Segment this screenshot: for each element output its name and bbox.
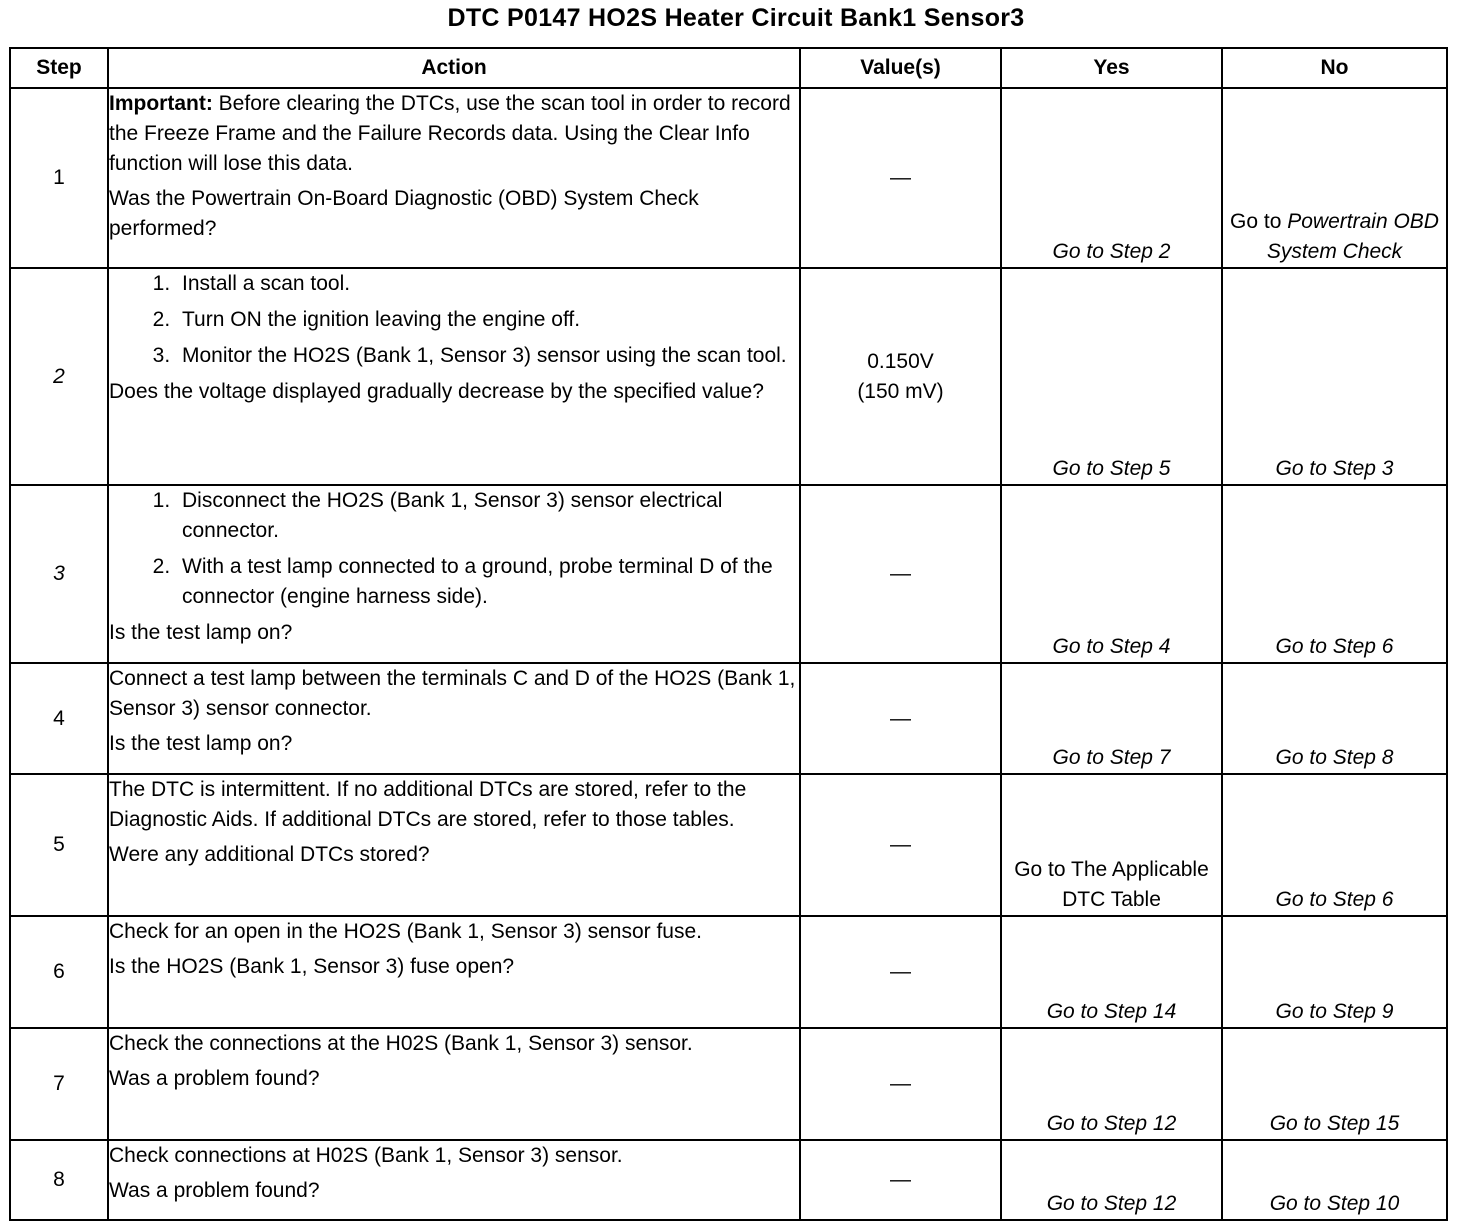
action-step: 1. Install a scan tool. (176, 269, 799, 299)
no-cell (1222, 1140, 1447, 1220)
no-cell (1222, 485, 1447, 663)
yes-cell (1001, 663, 1222, 774)
table-row (10, 1028, 1447, 1140)
action-question: Is the test lamp on? (109, 621, 293, 644)
action-cell (108, 774, 800, 916)
step-number: 1 (10, 88, 108, 268)
yes-link[interactable]: Go to Step 7 (1052, 746, 1171, 769)
no-link[interactable]: Go to Step 9 (1275, 1000, 1394, 1023)
action-text: Connect a test lamp between the terminals C and D of the HO2S (Bank 1, Sensor 3) sensor connector. (109, 667, 796, 720)
action-step: 2. Turn ON the ignition leaving the engine off. (176, 305, 799, 335)
header-yes: Yes (1001, 48, 1222, 88)
action-question: Is the test lamp on? (109, 732, 293, 755)
yes-cell (1001, 774, 1222, 916)
action-steps (109, 269, 799, 371)
page-title: DTC P0147 HO2S Heater Circuit Bank1 Sensor3 (447, 4, 1025, 32)
value-cell: — (800, 88, 1001, 268)
action-steps (109, 486, 799, 612)
value-cell: — (800, 774, 1001, 916)
no-cell (1222, 88, 1447, 268)
action-step: 3. Monitor the HO2S (Bank 1, Sensor 3) sensor using the scan tool. (176, 341, 799, 371)
action-cell (108, 1140, 800, 1220)
action-text: Check for an open in the HO2S (Bank 1, Sensor 3) sensor fuse. (109, 920, 702, 943)
yes-link[interactable]: Go to Step 14 (1046, 1000, 1177, 1023)
action-question: Was a problem found? (109, 1179, 320, 1202)
step-number: 4 (10, 663, 108, 774)
yes-link[interactable]: Go to Step 4 (1052, 635, 1171, 658)
value-cell: — (800, 1028, 1001, 1140)
no-link[interactable]: Powertrain OBD System Check (1266, 210, 1439, 263)
no-link[interactable]: Go to Step 10 (1269, 1192, 1400, 1215)
table-header-row (10, 48, 1447, 88)
yes-link[interactable]: Go to Step 2 (1052, 240, 1171, 263)
step-number: 8 (10, 1140, 108, 1220)
action-question: Were any additional DTCs stored? (109, 843, 430, 866)
table-row (10, 916, 1447, 1028)
value-cell (800, 268, 1001, 485)
action-text: The DTC is intermittent. If no additional DTCs are stored, refer to the Diagnostic Aids. If additional DTCs are stored, refer to those tables. (109, 778, 747, 831)
yes-link[interactable]: Go to Step 12 (1046, 1112, 1177, 1135)
no-cell (1222, 1028, 1447, 1140)
action-cell (108, 485, 800, 663)
value-cell: — (800, 485, 1001, 663)
yes-cell (1001, 485, 1222, 663)
yes-link[interactable]: Go to Step 5 (1052, 457, 1171, 480)
yes-link[interactable]: Go to The Applicable DTC Table (1014, 858, 1209, 911)
step-number: 7 (10, 1028, 108, 1140)
header-action: Action (108, 48, 800, 88)
table-row (10, 1140, 1447, 1220)
header-no: No (1222, 48, 1447, 88)
action-cell (108, 916, 800, 1028)
step-number: 3 (10, 485, 108, 663)
yes-cell (1001, 268, 1222, 485)
yes-cell (1001, 1028, 1222, 1140)
action-cell (108, 663, 800, 774)
value-line: (150 mV) (857, 379, 944, 403)
yes-link[interactable]: Go to Step 12 (1046, 1192, 1177, 1215)
value-cell: — (800, 916, 1001, 1028)
action-text (109, 89, 799, 179)
no-cell (1222, 268, 1447, 485)
important-text: Before clearing the DTCs, use the scan tool in order to record the Freeze Frame and the Failure Records data. Using the Clear Info function will lose this data. (109, 92, 791, 175)
step-number: 2 (10, 268, 108, 485)
no-link[interactable]: Go to Step 15 (1269, 1112, 1400, 1135)
action-text: Check connections at H02S (Bank 1, Sensor 3) sensor. (109, 1144, 623, 1167)
action-question: Was the Powertrain On-Board Diagnostic (OBD) System Check performed? (109, 187, 699, 240)
table-row (10, 774, 1447, 916)
step-number: 6 (10, 916, 108, 1028)
action-question: Is the HO2S (Bank 1, Sensor 3) fuse open? (109, 955, 515, 978)
value-cell: — (800, 663, 1001, 774)
no-cell (1222, 916, 1447, 1028)
no-link[interactable]: Go to Step 8 (1275, 746, 1394, 769)
value-cell: — (800, 1140, 1001, 1220)
no-link[interactable]: Go to Step 3 (1275, 457, 1394, 480)
no-cell (1222, 663, 1447, 774)
action-step: 2. With a test lamp connected to a ground, probe terminal D of the connector (engine harness side). (176, 552, 799, 612)
table-row (10, 268, 1447, 485)
yes-cell (1001, 88, 1222, 268)
no-link[interactable]: Go to Step 6 (1275, 635, 1394, 658)
important-label: Important: (109, 92, 213, 115)
table-row (10, 663, 1447, 774)
header-value: Value(s) (800, 48, 1001, 88)
no-label: Go to (1230, 210, 1282, 233)
no-link[interactable]: Go to Step 6 (1275, 888, 1394, 911)
action-question: Was a problem found? (109, 1067, 320, 1090)
action-cell (108, 1028, 800, 1140)
action-cell (108, 88, 800, 268)
yes-cell (1001, 1140, 1222, 1220)
action-step: 1. Disconnect the HO2S (Bank 1, Sensor 3) sensor electrical connector. (176, 486, 799, 546)
action-question: Does the voltage displayed gradually decrease by the specified value? (109, 380, 764, 403)
diagnostic-table (9, 47, 1448, 1221)
header-step: Step (10, 48, 108, 88)
table-row (10, 485, 1447, 663)
yes-cell (1001, 916, 1222, 1028)
action-text: Check the connections at the H02S (Bank 1, Sensor 3) sensor. (109, 1032, 693, 1055)
step-number: 5 (10, 774, 108, 916)
no-cell (1222, 774, 1447, 916)
value-line: 0.150V (867, 349, 934, 373)
table-row (10, 88, 1447, 268)
action-cell (108, 268, 800, 485)
